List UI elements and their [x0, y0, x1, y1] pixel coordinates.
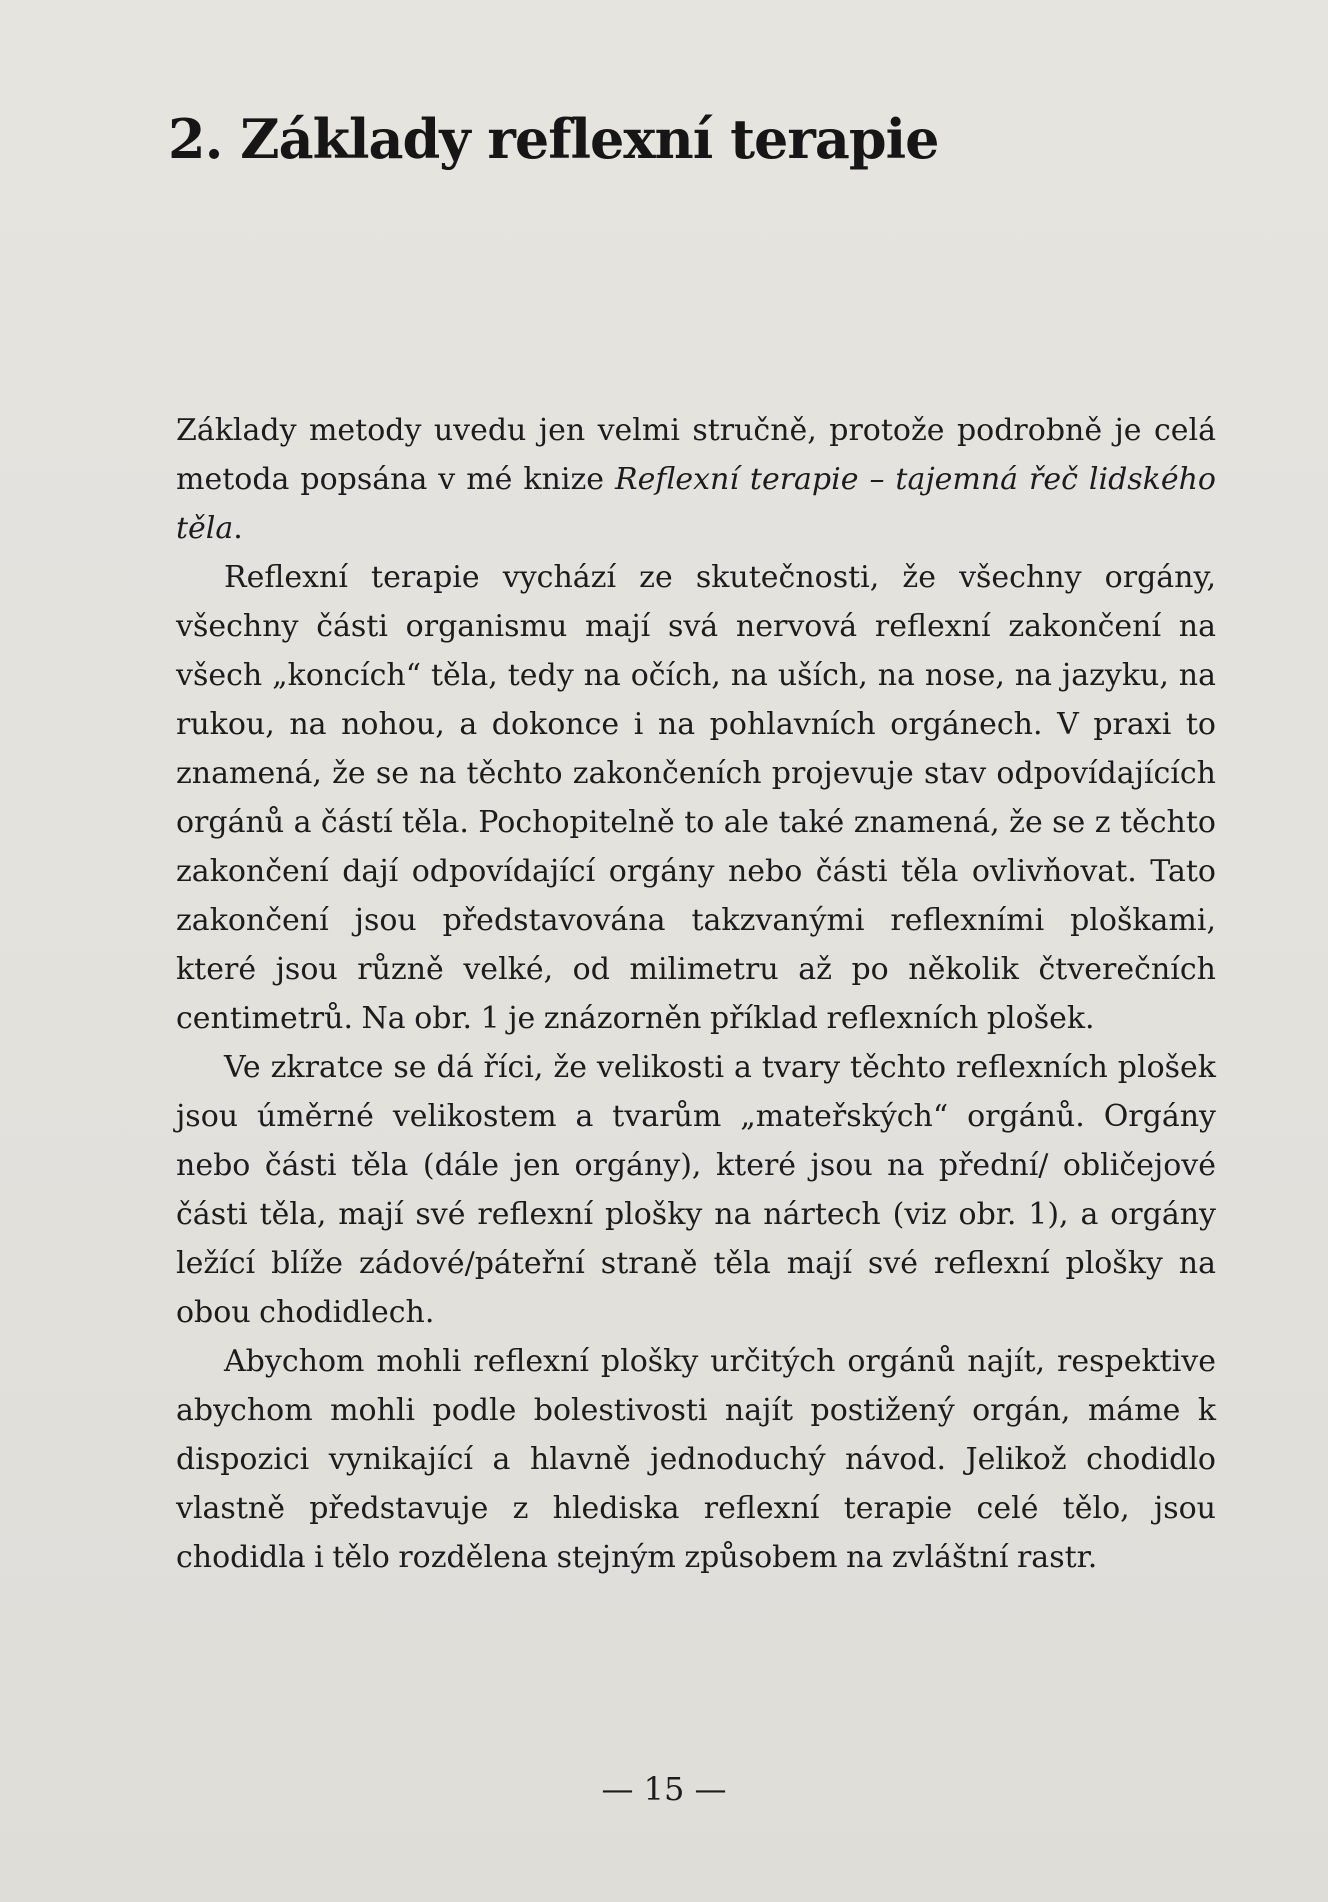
page-number: — 15 — — [601, 1770, 727, 1808]
paragraph-1-end: . — [233, 511, 243, 546]
paragraph-1 — [176, 406, 1216, 553]
paragraph-3: Ve zkratce se dá říci, že velikosti a tvary těchto reflexních plošek jsou úměrné velikostem a tvarům „mateřských“ orgánů. Orgány nebo části těla (dále jen orgány), které jsou na přední/ obličejové části těla, mají své reflexní plošky na nártech (viz obr. 1), a orgány ležící blíže zádové/páteřní straně těla mají své reflexní plošky na obou chodidlech. — [176, 1050, 1216, 1330]
chapter-title: 2. Základy reflexní terapie — [168, 107, 939, 171]
paragraph-2: Reflexní terapie vychází ze skutečnosti, že všechny orgány, všechny části organismu mají svá nervová reflexní zakončení na všech „koncích“ těla, tedy na očích, na uších, na nose, na jazyku, na rukou, na nohou, a dokonce i na pohlavních orgánech. V praxi to znamená, že se na těchto zakončeních projevuje stav odpovídajících orgánů a částí těla. Pochopitelně to ale také znamená, že se z těchto zakončení dají odpovídající orgány nebo části těla ovlivňovat. Tato zakončení jsou představována takzvanými reflexními ploškami, které jsou různě velké, od milimetru až po několik čtverečních centimetrů. Na obr. 1 je znázorněn příklad reflexních plošek. — [176, 560, 1216, 1036]
book-title-reference: Reflexní terapie – tajemná řeč lidského těla — [176, 462, 1216, 546]
paragraph-4: Abychom mohli reflexní plošky určitých orgánů najít, respektive abychom mohli podle bolestivosti najít postižený orgán, máme k dispozici vynikající a hlavně jednoduchý návod. Jelikož chodidlo vlastně představuje z hlediska reflexní terapie celé tělo, jsou chodidla i tělo rozdělena stejným způsobem na zvláštní rastr. — [176, 1344, 1216, 1575]
body-text — [176, 406, 1216, 1582]
paragraph-1-text: Základy metody uvedu jen velmi stručně, protože podrobně je celá metoda popsána v mé knize — [176, 413, 1216, 497]
